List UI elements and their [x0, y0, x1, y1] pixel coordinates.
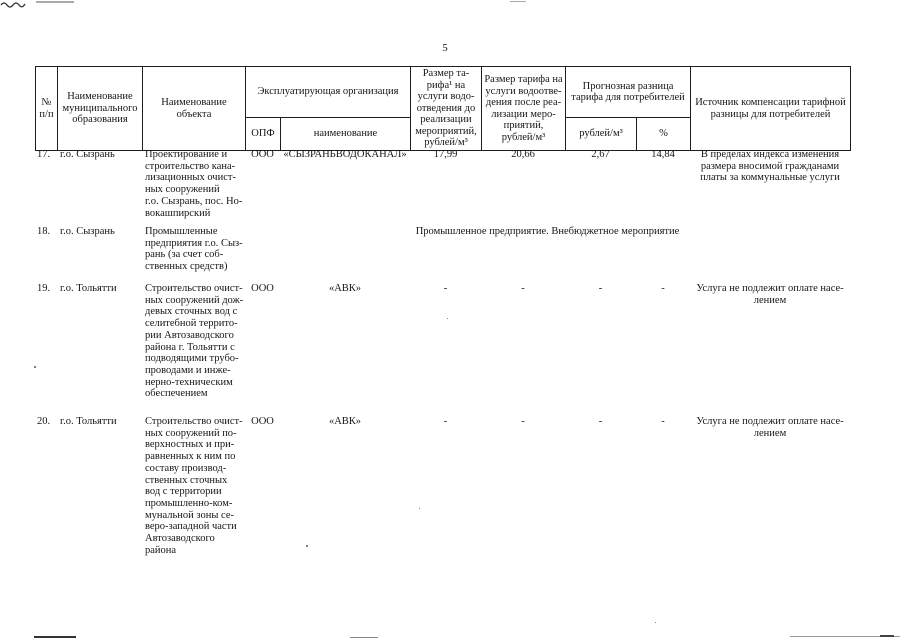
row-operator-name: «СЫЗРАНЬВОДОКАНАЛ» — [283, 149, 407, 160]
row-tariff-before: - — [443, 283, 448, 294]
scan-speck — [419, 508, 420, 509]
row-merged-note: Промышленное предприятие. Внебюджетное мероприятие — [415, 226, 680, 237]
header-number: № п/п — [36, 67, 58, 151]
scan-speck — [655, 622, 656, 623]
row-diff-pct: - — [661, 283, 665, 294]
header-operator-name: наименование — [281, 118, 411, 151]
scan-artifact-bottom-center — [350, 637, 378, 638]
header-municipality: Наименование муниципального образования — [58, 67, 143, 151]
row-operator-name: «АВК» — [328, 283, 362, 294]
row-municipality: г.о. Сызрань — [60, 149, 115, 160]
row-municipality: г.о. Тольятти — [60, 416, 117, 427]
header-opf: ОПФ — [246, 118, 281, 151]
page-number: 5 — [442, 42, 448, 54]
row-object: Промышленные предприятия г.о. Сыз- рань (за счет соб- ственных средств) — [145, 226, 243, 273]
header-diff-group: Прогнозная разница тарифа для потребителей — [566, 67, 691, 118]
header-operator-group: Эксплуатирующая организация — [246, 67, 411, 118]
scan-speck — [34, 366, 36, 368]
header-tariff-before: Размер та- рифа¹ на услуги водо- отведения до реализации мероприятий, рублей/м³ — [411, 67, 482, 151]
row-opf: ООО — [251, 416, 274, 427]
row-diff-rub: 2,67 — [591, 149, 610, 160]
row-tariff-before: - — [443, 416, 448, 427]
row-number: 17. — [37, 149, 51, 160]
scan-artifact-bottom-left — [34, 636, 76, 638]
header-source: Источник компенсации тарифной разницы для потребителей — [691, 67, 851, 151]
header-diff-pct: % — [637, 118, 691, 151]
row-tariff-after: - — [521, 416, 525, 427]
row-source: Услуга не подлежит оплате насе- лением — [696, 283, 844, 306]
scan-speck — [306, 545, 308, 547]
header-object: Наименование объекта — [143, 67, 246, 151]
scan-artifact-bottom-right-dark — [880, 635, 894, 637]
row-tariff-after: 20,66 — [511, 149, 535, 160]
row-municipality: г.о. Сызрань — [60, 226, 115, 237]
row-object: Строительство очист- ных сооружений дож- девых сточных вод с селитебной террито- рии Автозаводского района г. Тольятти с подводящими трубо- проводами и инже- нерно-техническим обеспечением — [145, 283, 244, 400]
scan-artifact-top-center — [510, 1, 526, 2]
row-municipality: г.о. Тольятти — [60, 283, 117, 294]
header-diff-rub: рублей/м³ — [566, 118, 637, 151]
row-diff-rub: - — [598, 416, 603, 427]
row-object: Строительство очист- ных сооружений по- верхностных и при- равненных к ним по составу производ- ственных сточных вод с территории промышленно-ком- мунальной зоны се- веро-западной части Автозаводского района — [145, 416, 243, 556]
row-opf: ООО — [251, 149, 274, 160]
scan-artifact-top-left — [0, 0, 80, 10]
row-number: 18. — [37, 226, 51, 237]
row-operator-name: «АВК» — [328, 416, 362, 427]
row-source: В пределах индекса изменения размера вносимой гражданами платы за коммунальные услуги — [700, 149, 840, 184]
scan-speck — [447, 318, 448, 319]
row-number: 20. — [37, 416, 51, 427]
row-object: Проектирование и строительство кана- лизационных очист- ных сооружений г.о. Сызрань, пос. Но- вокашпирский — [145, 149, 243, 219]
row-tariff-before: 17,99 — [433, 149, 458, 160]
table-header — [35, 66, 851, 151]
row-source: Услуга не подлежит оплате насе- лением — [696, 416, 844, 439]
row-number: 19. — [37, 283, 51, 294]
row-diff-pct: - — [661, 416, 665, 427]
row-tariff-after: - — [521, 283, 525, 294]
header-tariff-after: Размер тарифа на услуги водоотве- дения после реа- лизации меро- приятий, рублей/м³ — [482, 67, 566, 151]
row-diff-pct: 14,84 — [651, 149, 675, 160]
row-opf: ООО — [251, 283, 274, 294]
row-diff-rub: - — [598, 283, 603, 294]
